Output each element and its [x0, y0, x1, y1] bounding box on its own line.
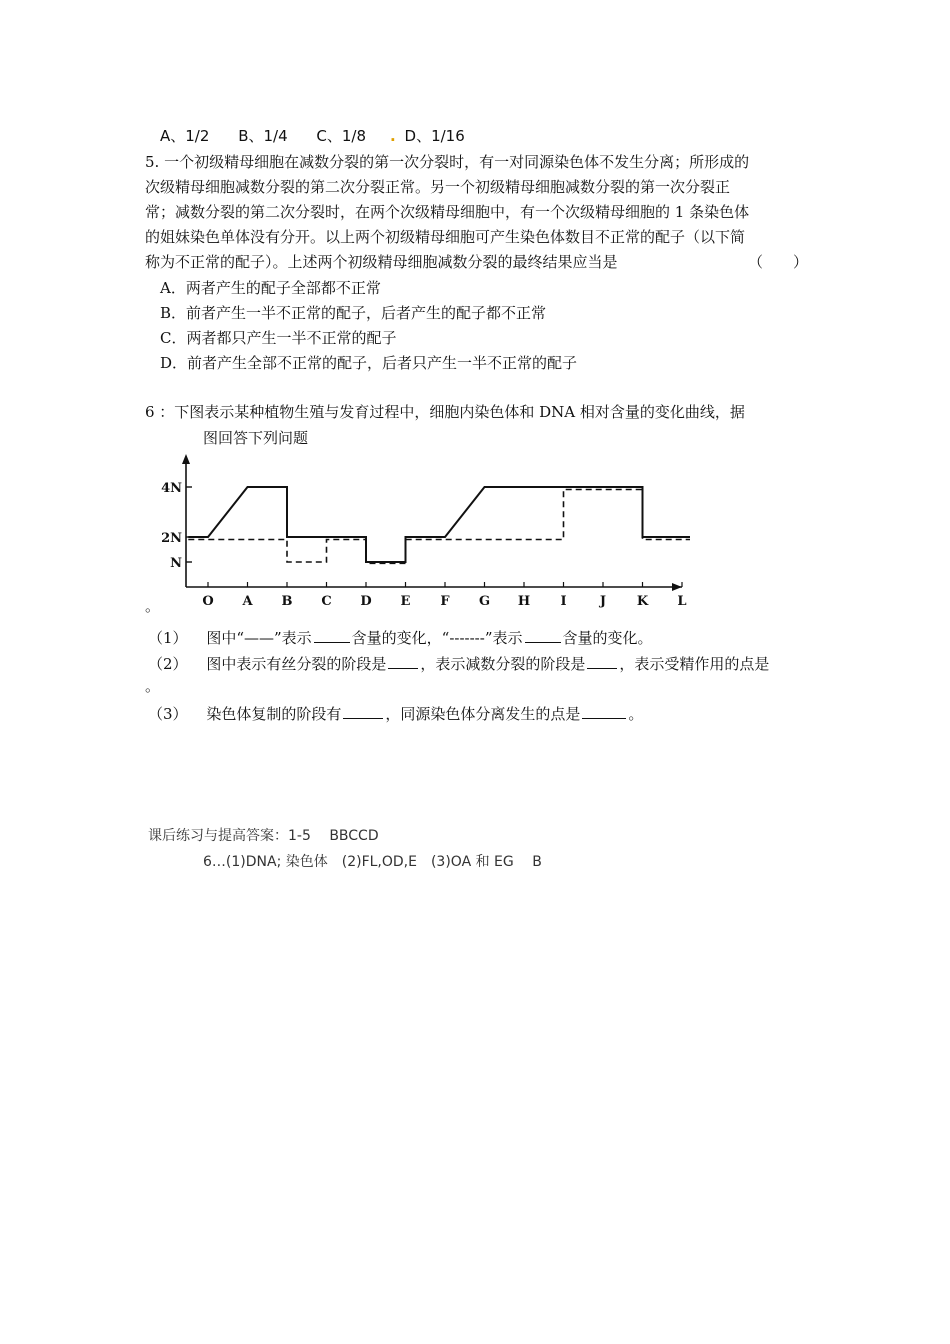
q6-sub-1-number: （1）: [148, 629, 188, 647]
y-tick-labels: [161, 481, 192, 571]
x-tick-label: F: [440, 594, 450, 609]
answer-blank[interactable]: [388, 652, 418, 669]
x-tick-label: C: [321, 594, 332, 609]
q6-stem: 6 ：下图表示某种植物生殖与发育过程中，细胞内染色体和 DNA 相对含量的变化曲线，据: [145, 403, 745, 421]
x-tick-label: H: [517, 594, 531, 609]
x-tick-labels: [202, 582, 686, 609]
answer-blank[interactable]: [587, 652, 617, 669]
q6-sub-3-text: ，同源染色体分离发生的点是: [385, 705, 581, 723]
q6-sub-3-text: 。: [628, 705, 644, 723]
chart-axes: [182, 454, 682, 591]
y-tick-label: 4N: [161, 481, 182, 496]
chromosome-dna-chart: [150, 448, 690, 610]
x-tick-label: J: [599, 594, 607, 609]
answer-blank[interactable]: [314, 626, 350, 643]
q5-line: 常；减数分裂的第二次分裂时，在两个次级精母细胞中，有一个次级精母细胞的 1 条染色体: [145, 203, 750, 221]
x-tick-label: K: [636, 594, 649, 609]
q4-option-d: D、1/16: [404, 127, 465, 145]
q6-sub-2-text: ，表示减数分裂的阶段是: [420, 655, 586, 673]
y-tick-label: N: [170, 556, 182, 571]
q5-option-b: B．前者产生一半不正常的配子，后者产生的配子都不正常: [160, 304, 547, 322]
q5-line: 次级精母细胞减数分裂的第二次分裂正常。另一个初级精母细胞减数分裂的第一次分裂正: [145, 178, 731, 196]
x-tick-label: D: [360, 594, 372, 609]
q6-sub-2-text: ，表示受精作用的点是: [619, 655, 770, 673]
q4-option-b: B、1/4: [238, 127, 288, 145]
answer-key-line-1: 课后练习与提高答案：1-5 BBCCD: [148, 828, 379, 844]
q5-line: 5. 一个初级精母细胞在减数分裂的第一次分裂时，有一对同源染色体不发生分离；所形成的: [145, 153, 750, 171]
q5-line: 称为不正常的配子）。上述两个初级精母细胞减数分裂的最终结果应当是: [145, 253, 618, 271]
x-tick-label: O: [202, 594, 214, 609]
answer-key-line-2: 6…(1)DNA; 染色体 (2)FL,OD,E (3)OA 和 EG B: [203, 854, 542, 870]
q5-option-c: C．两者都只产生一半不正常的配子: [160, 329, 397, 347]
solid-series-line: [188, 487, 690, 562]
q5-option-a: A．两者产生的配子全部都不正常: [160, 279, 381, 297]
q5-option-d: D．前者产生全部不正常的配子，后者只产生一半不正常的配子: [160, 354, 578, 372]
q4-option-c: C、1/8: [316, 127, 367, 145]
answer-blank[interactable]: [525, 626, 561, 643]
x-tick-label: B: [281, 594, 293, 609]
chart-trailing-mark: 。: [145, 597, 161, 615]
q6-sub-2-number: （2）: [148, 655, 188, 673]
q6-sub-1: [148, 626, 653, 648]
q6-sub-1-text: 图中“——”表示: [206, 629, 312, 647]
q6-sub-3: [148, 702, 643, 724]
dashed-series-line: [188, 490, 690, 564]
q6-sub-1-text: 含量的变化。: [562, 629, 653, 647]
dot-mark-icon: .: [390, 127, 396, 145]
q5-answer-bracket: （ ）: [748, 253, 809, 271]
q6-sub-3-text: 染色体复制的阶段有: [206, 705, 342, 723]
x-tick-label: E: [400, 594, 411, 609]
y-tick-label: 2N: [161, 531, 182, 546]
x-tick-label: L: [677, 594, 687, 609]
y-axis-arrow-icon: [182, 454, 190, 464]
q6-sub-3-number: （3）: [148, 705, 188, 723]
answer-blank[interactable]: [582, 702, 626, 719]
q6-sub-1-text: 含量的变化，“-------”表示: [351, 629, 523, 647]
q6-sub-2-end: 。: [145, 677, 161, 695]
q6-stem: 图回答下列问题: [203, 429, 309, 447]
q5-line: 的姐妹染色单体没有分开。以上两个初级精母细胞可产生染色体数目不正常的配子（以下简: [145, 228, 746, 246]
chart-series: [188, 487, 690, 563]
answer-blank[interactable]: [343, 702, 383, 719]
q6-sub-2: [148, 652, 769, 674]
x-tick-label: A: [242, 594, 253, 609]
x-tick-label: G: [478, 594, 491, 609]
x-tick-label: I: [560, 594, 567, 609]
x-axis-arrow-icon: [672, 583, 682, 591]
q4-option-a: A、1/2: [160, 127, 210, 145]
q6-sub-2-text: 图中表示有丝分裂的阶段是: [206, 655, 387, 673]
q4-options: [160, 126, 489, 146]
